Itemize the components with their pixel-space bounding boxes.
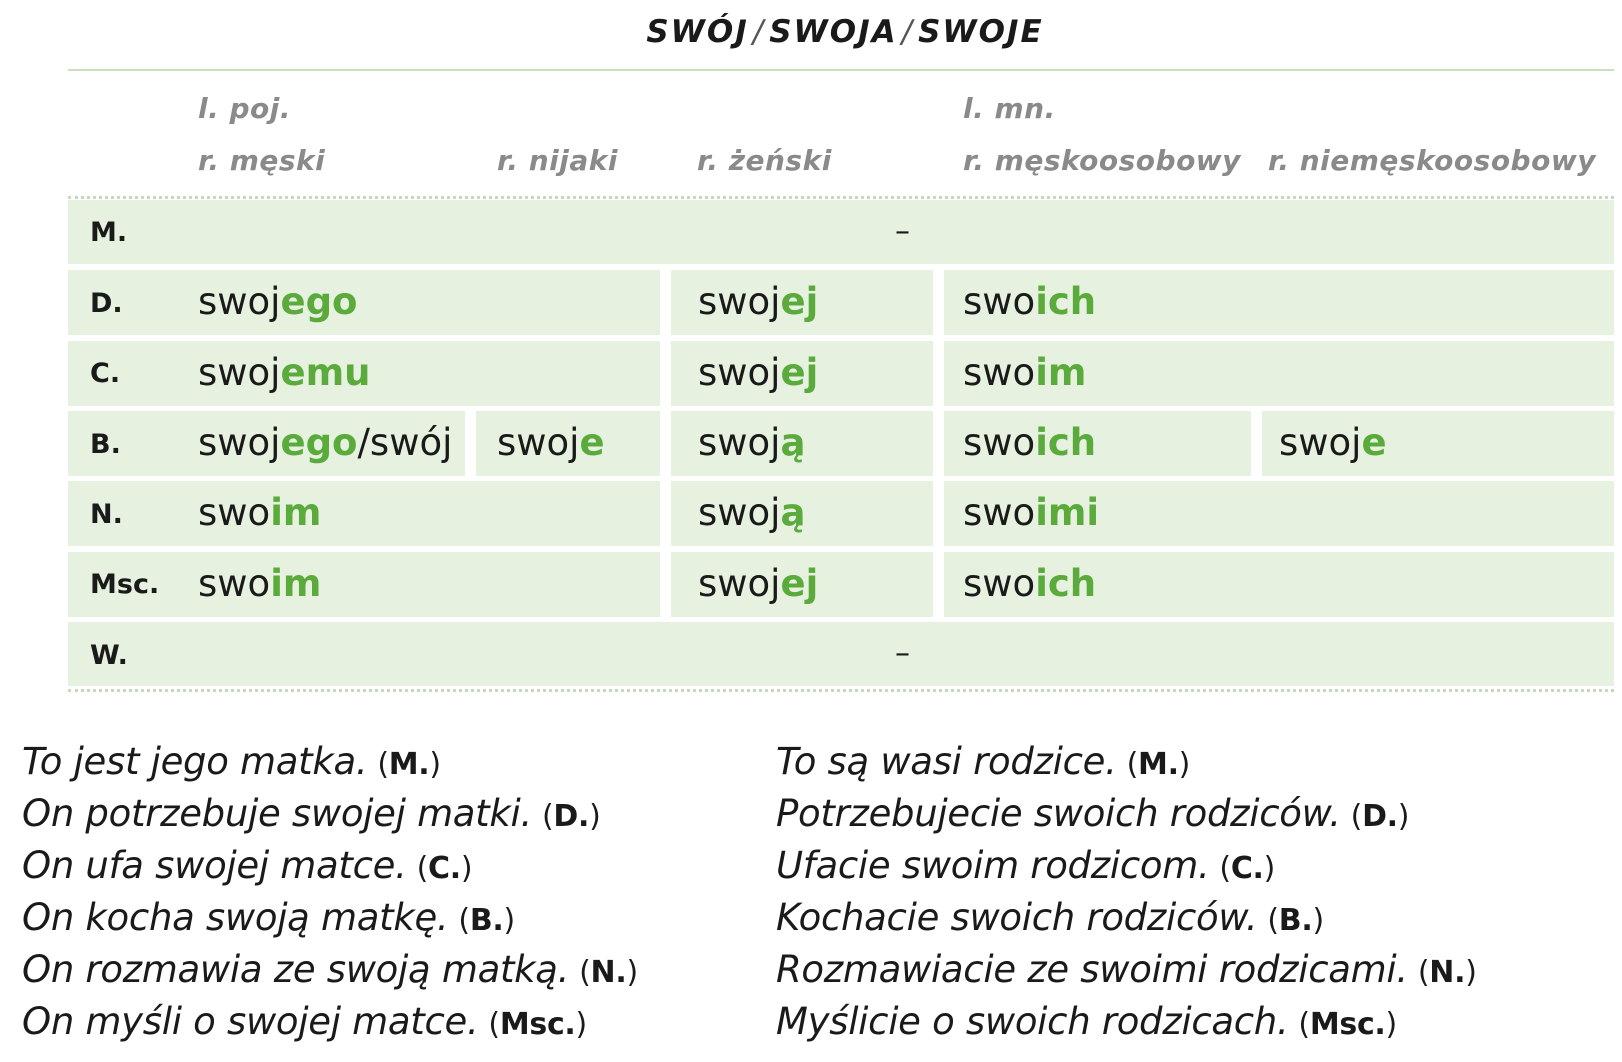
header-masculine: r. męski <box>198 144 326 177</box>
example-left-m: To jest jego matka. (M.) <box>22 740 441 783</box>
form-c-plural: swoim <box>963 351 1087 394</box>
header-singular: l. poj. <box>198 92 291 125</box>
table-bottom-border <box>68 689 1614 692</box>
example-left-c: On ufa swojej matce. (C.) <box>22 844 473 887</box>
title-separator: / <box>752 14 766 50</box>
form-b-masculine: swojego/swój <box>198 421 453 464</box>
table-title <box>0 14 1622 50</box>
example-left-msc: On myśli o swojej matce. (Msc.) <box>22 1000 587 1043</box>
case-label-n: N. <box>90 499 123 530</box>
form-n-masculine: swoim <box>198 491 322 534</box>
form-b-neuter: swoje <box>497 421 605 464</box>
example-right-msc: Myślicie o swoich rodzicach. (Msc.) <box>776 1000 1397 1043</box>
example-left-n: On rozmawia ze swoją matką. (N.) <box>22 948 638 991</box>
case-label-b: B. <box>90 429 121 460</box>
case-label-w: W. <box>90 640 128 671</box>
form-msc-feminine: swojej <box>698 562 819 605</box>
form-d-feminine: swojej <box>698 280 819 323</box>
form-b-masculine-personal: swoich <box>963 421 1097 464</box>
example-right-c: Ufacie swoim rodzicom. (C.) <box>776 844 1276 887</box>
table-top-border <box>68 196 1614 199</box>
case-label-m: M. <box>90 217 128 248</box>
form-n-feminine: swoją <box>698 491 806 534</box>
form-msc-plural: swoich <box>963 562 1097 605</box>
table-row-w <box>68 622 1614 686</box>
title-swoje: SWOJE <box>918 14 1044 50</box>
example-left-b: On kocha swoją matkę. (B.) <box>22 896 515 939</box>
form-b-feminine: swoją <box>698 421 806 464</box>
cell-n-singular <box>68 481 660 546</box>
case-label-msc: Msc. <box>90 569 160 600</box>
header-non-masculine-personal: r. niemęskoosobowy <box>1268 144 1596 177</box>
case-label-d: D. <box>90 288 123 319</box>
header-neuter: r. nijaki <box>497 144 618 177</box>
form-c-feminine: swojej <box>698 351 819 394</box>
title-separator: / <box>901 14 915 50</box>
case-label-c: C. <box>90 358 121 389</box>
form-msc-masculine: swoim <box>198 562 322 605</box>
form-c-masculine: swojemu <box>198 351 371 394</box>
form-b-non-masculine-personal: swoje <box>1279 421 1387 464</box>
title-swoja: SWOJA <box>769 14 898 50</box>
header-feminine: r. żeński <box>697 144 832 177</box>
example-left-d: On potrzebuje swojej matki. (D.) <box>22 792 601 835</box>
cell-d-singular <box>68 270 660 335</box>
form-d-plural: swoich <box>963 280 1097 323</box>
form-d-masculine: swojego <box>198 280 358 323</box>
header-masculine-personal: r. męskoosobowy <box>963 144 1241 177</box>
example-right-b: Kochacie swoich rodziców. (B.) <box>776 896 1324 939</box>
dash-m: – <box>895 214 910 249</box>
dash-w: – <box>895 636 910 671</box>
example-right-m: To są wasi rodzice. (M.) <box>776 740 1191 783</box>
form-n-plural: swoimi <box>963 491 1100 534</box>
table-row-m <box>68 200 1614 264</box>
title-rule <box>68 69 1614 71</box>
header-plural: l. mn. <box>963 92 1056 125</box>
title-swoj: SWÓJ <box>646 14 749 50</box>
example-right-n: Rozmawiacie ze swoimi rodzicami. (N.) <box>776 948 1477 991</box>
example-right-d: Potrzebujecie swoich rodziców. (D.) <box>776 792 1410 835</box>
